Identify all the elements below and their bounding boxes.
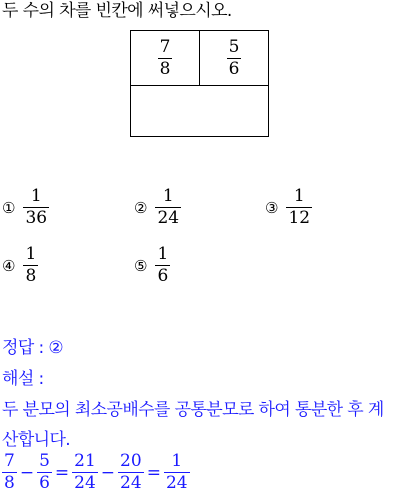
choice-fraction: [155, 187, 181, 228]
denominator: 6: [228, 58, 240, 79]
numerator: 7: [4, 451, 15, 471]
denominator: 8: [25, 266, 37, 286]
eq-fraction-3: [72, 452, 98, 493]
minus-sign: −: [19, 462, 35, 483]
table-cell-left: [131, 31, 199, 85]
numerator: 20: [120, 451, 142, 471]
choice-marker: ①: [2, 198, 16, 217]
numerator: 5: [228, 36, 240, 57]
equals-sign: =: [54, 462, 70, 483]
denominator: 8: [4, 473, 15, 493]
question-text: 두 수의 차를 빈칸에 써넣으시오.: [2, 1, 232, 21]
choice-1[interactable]: [2, 187, 49, 228]
explanation-line-1: 두 분모의 최소공배수를 공통분모로 하여 통분한 후 계: [2, 400, 384, 420]
numerator: 1: [171, 451, 183, 471]
numerator: 5: [39, 451, 50, 471]
eq-fraction-5: [164, 452, 190, 493]
table-top-row: [131, 31, 268, 86]
numerator: 1: [293, 186, 305, 206]
fraction-table: [130, 30, 269, 137]
denominator: 24: [165, 473, 188, 493]
choice-fraction: [23, 187, 49, 228]
denominator: 8: [159, 58, 171, 79]
equals-sign: =: [146, 462, 161, 483]
eq-fraction-4: [118, 452, 144, 493]
numerator: 21: [74, 451, 96, 471]
eq-fraction-1: [2, 452, 17, 493]
answer-label: 정답 : ②: [2, 338, 64, 358]
fraction-7-8: [158, 38, 173, 79]
denominator: 12: [288, 208, 311, 228]
numerator: 7: [159, 36, 171, 57]
choice-marker: ②: [134, 198, 148, 217]
denominator: 24: [157, 208, 180, 228]
explanation-label: 해설 :: [2, 369, 44, 389]
choice-3[interactable]: [265, 187, 312, 228]
choice-fraction: [23, 245, 38, 286]
minus-sign: −: [100, 462, 116, 483]
explanation-line-2: 산합니다.: [2, 430, 71, 450]
denominator: 6: [39, 473, 50, 493]
table-cell-right: [200, 31, 268, 85]
choice-marker: ③: [265, 198, 279, 217]
denominator: 36: [25, 208, 48, 228]
choice-4[interactable]: [2, 245, 38, 286]
choice-fraction: [286, 187, 312, 228]
numerator: 1: [30, 186, 42, 206]
numerator: 1: [157, 244, 169, 264]
solution-equation: [2, 452, 190, 493]
denominator: 6: [157, 266, 169, 286]
denominator: 24: [120, 473, 142, 493]
numerator: 1: [162, 186, 174, 206]
choice-marker: ⑤: [134, 256, 148, 275]
answer-blank-cell[interactable]: [131, 86, 268, 136]
choice-2[interactable]: [134, 187, 181, 228]
eq-fraction-2: [37, 452, 52, 493]
choice-fraction: [155, 245, 170, 286]
denominator: 24: [74, 473, 96, 493]
numerator: 1: [25, 244, 37, 264]
fraction-5-6: [227, 38, 242, 79]
choice-5[interactable]: [134, 245, 170, 286]
choice-marker: ④: [2, 256, 16, 275]
